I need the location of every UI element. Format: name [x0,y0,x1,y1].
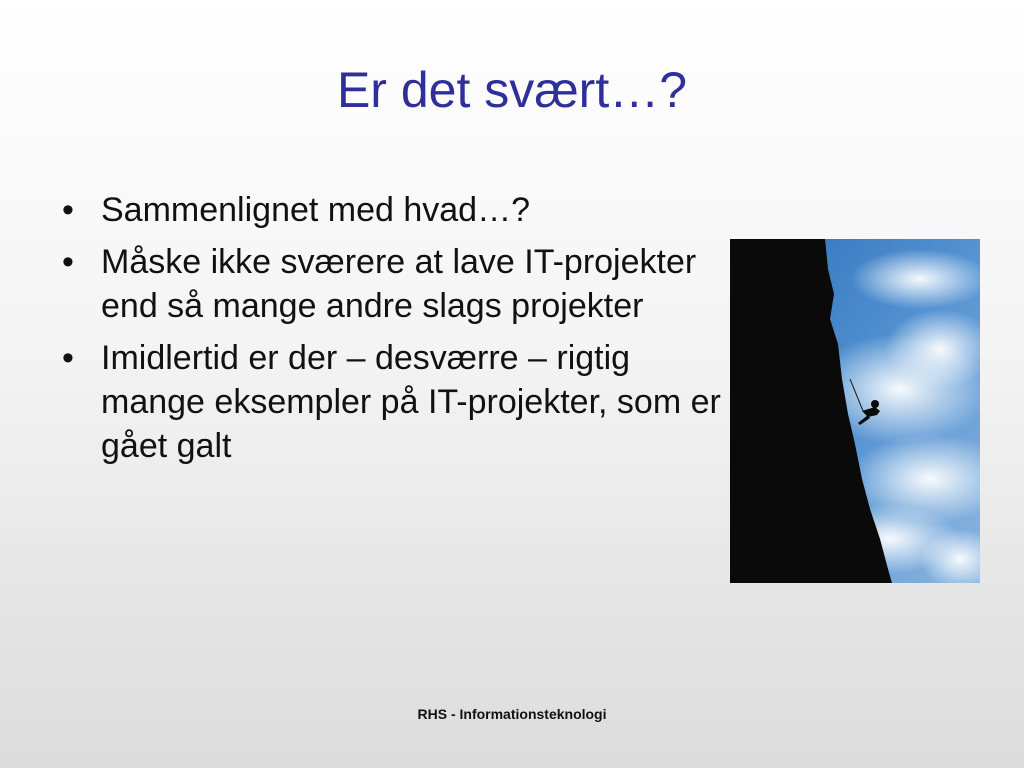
footer-text: RHS - Informationsteknologi [417,706,607,722]
bullet-item [56,188,721,232]
climber-photo [730,239,980,583]
bullet-item [56,336,721,468]
bullet-symbol: • [62,243,74,281]
bullet-item [56,240,721,328]
bullet-text: Måske ikke sværere at lave IT-projekter end så mange andre slags projekter [101,243,697,325]
bullet-text: Imidlertid er der – desværre – rigtig mange eksempler på IT-projekter, som er gået galt [101,339,721,465]
climber-silhouette-image [730,239,980,583]
bullet-text: Sammenlignet med hvad…? [101,191,531,229]
bullet-symbol: • [62,191,74,229]
bullet-list [56,188,721,476]
slide-title: Er det svært…? [336,62,688,118]
bullet-symbol: • [62,339,74,377]
